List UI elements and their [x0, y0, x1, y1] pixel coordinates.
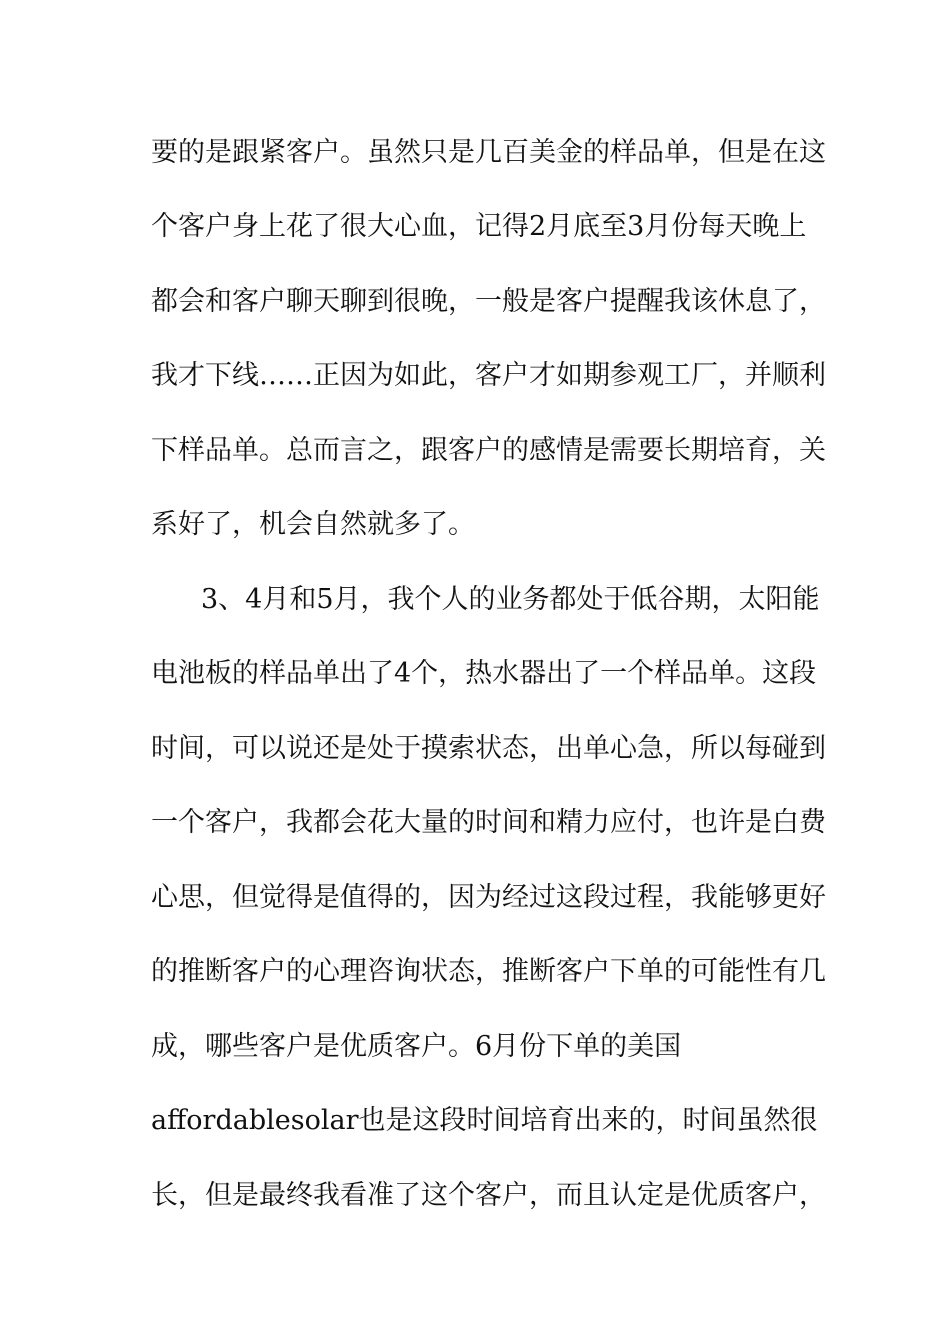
text-line: 成，哪些客户是优质客户。6月份下单的美国 [151, 1031, 682, 1062]
text-line: 一个客户，我都会花大量的时间和精力应付，也许是白费 [151, 807, 826, 838]
text-line: affordablesolar也是这段时间培育出来的，时间虽然很 [151, 1105, 818, 1136]
text-line: 电池板的样品单出了4个，热水器出了一个样品单。这段 [151, 658, 817, 689]
text-line: 的推断客户的心理咨询状态，推断客户下单的可能性有几 [151, 956, 826, 987]
text-line: 我才下线……正因为如此，客户才如期参观工厂，并顺利 [151, 360, 826, 391]
paragraph-first-line: 3、4月和5月，我个人的业务都处于低谷期，太阳能 [201, 584, 820, 615]
text-line: 下样品单。总而言之，跟客户的感情是需要长期培育，关 [151, 435, 826, 466]
text-line: 长，但是最终我看准了这个客户，而且认定是优质客户， [151, 1180, 826, 1211]
text-line: 要的是跟紧客户。虽然只是几百美金的样品单，但是在这 [151, 137, 826, 168]
text-line: 系好了，机会自然就多了。 [151, 509, 475, 540]
text-line: 时间，可以说还是处于摸索状态，出单心急，所以每碰到 [151, 733, 826, 764]
text-line: 心思，但觉得是值得的，因为经过这段过程，我能够更好 [151, 882, 826, 913]
text-line: 都会和客户聊天聊到很晚，一般是客户提醒我该休息了， [151, 286, 826, 317]
text-line: 个客户身上花了很大心血，记得2月底至3月份每天晚上 [151, 211, 807, 242]
